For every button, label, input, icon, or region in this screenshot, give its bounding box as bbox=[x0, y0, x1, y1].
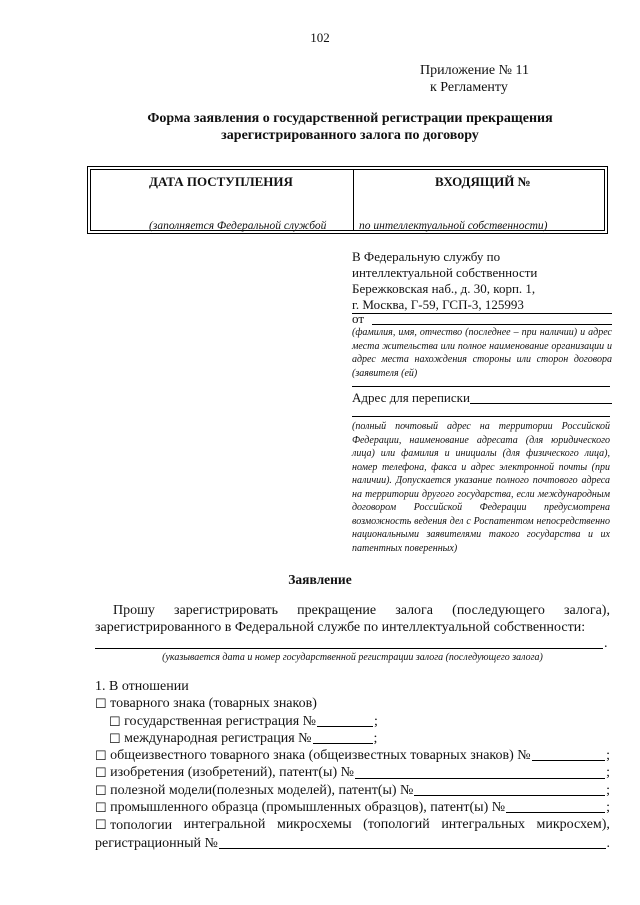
punct: ; bbox=[606, 800, 610, 816]
trademark-option[interactable] bbox=[95, 695, 610, 712]
topology-lead bbox=[95, 816, 172, 834]
invention-field[interactable] bbox=[355, 778, 605, 779]
receipt-note-right: по интеллектуальной собственности) bbox=[359, 220, 548, 232]
registration-underline[interactable] bbox=[95, 648, 603, 649]
punct: . bbox=[606, 835, 610, 851]
receipt-date-header: ДАТА ПОСТУПЛЕНИЯ bbox=[149, 174, 293, 189]
form-title bbox=[100, 110, 600, 144]
applicant-underline bbox=[352, 386, 610, 387]
addressee-line: г. Москва, Г-59, ГСП-3, 125993 bbox=[352, 297, 612, 314]
checkbox-icon[interactable]: ☐ bbox=[95, 800, 107, 816]
option-label: изобретения (изобретений), патент(ы) № bbox=[110, 765, 354, 781]
word: интегральных bbox=[441, 817, 525, 833]
form-title-line1: Форма заявления о государственной регистрации прекращения bbox=[147, 111, 553, 126]
addressee-line: В Федеральную службу по bbox=[352, 249, 501, 264]
correspondence-underline bbox=[470, 403, 612, 404]
receipt-box-divider bbox=[353, 170, 354, 230]
appendix-number: Приложение № 11 bbox=[420, 63, 529, 78]
word: (топологий bbox=[363, 817, 430, 833]
checkbox-icon[interactable]: ☐ bbox=[95, 765, 107, 781]
checkbox-icon[interactable]: ☐ bbox=[109, 730, 121, 746]
topology-registration-row[interactable] bbox=[95, 835, 610, 852]
word: прекращение bbox=[297, 603, 377, 618]
section-1-heading: 1. В отношении bbox=[95, 679, 189, 694]
incoming-number-header: ВХОДЯЩИЙ № bbox=[435, 174, 531, 189]
word: микросхем), bbox=[536, 817, 610, 833]
section-1 bbox=[95, 678, 610, 852]
option-label: общеизвестного товарного знака (общеизвестных товарных знаков) № bbox=[110, 748, 531, 764]
utility-model-option[interactable] bbox=[95, 782, 610, 799]
addressee-block bbox=[352, 249, 612, 314]
page-number: 102 bbox=[310, 30, 330, 45]
utility-model-field[interactable] bbox=[414, 795, 605, 796]
from-field[interactable] bbox=[352, 311, 612, 327]
punct: ; bbox=[606, 748, 610, 764]
addressee-line: Бережковская наб., д. 30, корп. 1, bbox=[352, 281, 536, 296]
word: интегральной bbox=[183, 817, 266, 833]
form-title-line2: зарегистрированного залога по договору bbox=[221, 128, 479, 143]
option-label: регистрационный № bbox=[95, 835, 218, 851]
option-label: товарного знака (товарных знаков) bbox=[110, 696, 317, 712]
topology-registration-field[interactable] bbox=[219, 848, 606, 849]
registration-note: (указывается дата и номер государственной регистрации залога (последующего залога) bbox=[162, 652, 543, 663]
word: залога bbox=[395, 603, 434, 618]
well-known-trademark-option[interactable] bbox=[95, 747, 610, 764]
option-label: международная регистрация № bbox=[124, 730, 312, 746]
statement-line2: зарегистрированного в Федеральной службе по интеллектуальной собственности: bbox=[95, 620, 586, 635]
from-underline bbox=[372, 324, 612, 325]
from-label: от bbox=[352, 311, 365, 326]
well-known-field[interactable] bbox=[532, 760, 605, 761]
industrial-design-option[interactable] bbox=[95, 799, 610, 816]
international-registration-field[interactable] bbox=[313, 743, 373, 744]
state-registration-field[interactable] bbox=[317, 726, 373, 727]
word: залога), bbox=[564, 603, 610, 618]
word: (последующего bbox=[452, 603, 545, 618]
topology-option[interactable] bbox=[95, 816, 610, 834]
checkbox-icon[interactable]: ☐ bbox=[95, 748, 107, 764]
correspondence-label: Адрес для переписки bbox=[352, 390, 470, 405]
word: Прошу bbox=[113, 603, 155, 618]
statement-heading: Заявление bbox=[288, 572, 352, 587]
punct: ; bbox=[374, 713, 378, 729]
receipt-box bbox=[87, 166, 608, 234]
international-registration-option[interactable] bbox=[95, 730, 610, 747]
statement-line1 bbox=[95, 602, 610, 619]
word: топологии bbox=[110, 818, 173, 834]
word: зарегистрировать bbox=[174, 603, 278, 618]
appendix-reference: к Регламенту bbox=[430, 80, 508, 95]
punct: ; bbox=[606, 765, 610, 781]
appendix-label bbox=[420, 62, 529, 96]
option-label: полезной модели(полезных моделей), патент(ы) № bbox=[110, 782, 414, 798]
checkbox-icon[interactable]: ☐ bbox=[95, 817, 107, 833]
checkbox-icon[interactable]: ☐ bbox=[109, 713, 121, 729]
industrial-design-field[interactable] bbox=[506, 812, 605, 813]
applicant-note: (фамилия, имя, отчество (последнее – при наличии) и адрес места жительства или полное наименование организации и адрес места нахождения стороны или сторон договора (заявителя (ей) bbox=[352, 327, 612, 379]
statement-paragraph bbox=[95, 602, 610, 636]
word: микросхемы bbox=[276, 817, 352, 833]
option-label: промышленного образца (промышленных образцов), патент(ы) № bbox=[110, 800, 506, 816]
receipt-note-left: (заполняется Федеральной службой bbox=[149, 220, 327, 232]
state-registration-option[interactable] bbox=[95, 713, 610, 730]
punct: ; bbox=[373, 730, 378, 746]
addressee-line: интеллектуальной собственности bbox=[352, 265, 538, 280]
correspondence-field[interactable] bbox=[352, 390, 612, 406]
correspondence-underline-2 bbox=[352, 416, 610, 417]
checkbox-icon[interactable]: ☐ bbox=[95, 782, 107, 798]
receipt-box-inner bbox=[90, 169, 605, 231]
correspondence-note: (полный почтовый адрес на территории Российской Федерации, наименование адресата (для юридического лица) или фамилия и инициалы (для физического лица), номер телефона, факса и адрес электронной почты (при наличии). Допускается указание полного почтового адреса на территории другого государства, если международным договором Российской Федерации предусмотрена возможность ведения дел с Роспатентом непосредственно национальными заявителями такого государства и их патентных поверенных) bbox=[352, 421, 610, 554]
registration-end-dot: . bbox=[604, 636, 608, 651]
invention-option[interactable] bbox=[95, 764, 610, 781]
option-label: государственная регистрация № bbox=[124, 713, 317, 729]
punct: ; bbox=[606, 782, 610, 798]
checkbox-icon[interactable]: ☐ bbox=[95, 696, 107, 712]
